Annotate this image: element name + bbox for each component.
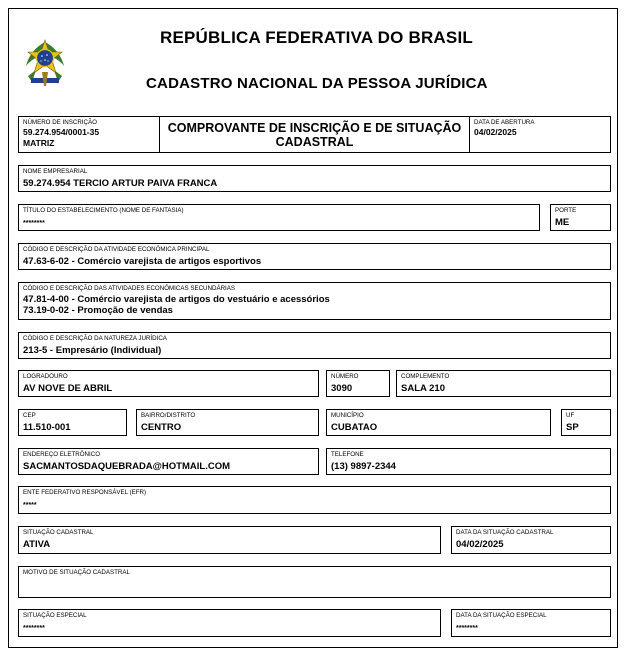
- atividades-secundarias-box: [18, 282, 611, 320]
- bairro-label: BAIRRO/DISTRITO: [141, 412, 196, 419]
- telefone-box: [326, 448, 611, 475]
- email-value: SACMANTOSDAQUEBRADA@HOTMAIL.COM: [23, 461, 230, 472]
- logradouro-value: AV NOVE DE ABRIL: [23, 383, 113, 394]
- municipio-label: MUNICÍPIO: [331, 412, 364, 419]
- comprovante-heading-line1: COMPROVANTE DE INSCRIÇÃO E DE SITUAÇÃO: [167, 121, 462, 135]
- nome-empresarial-value: 59.274.954 TERCIO ARTUR PAIVA FRANCA: [23, 178, 218, 189]
- telefone-value: (13) 9897-2344: [331, 461, 396, 472]
- data-situacao-box: [451, 526, 611, 554]
- situacao-especial-box: [18, 609, 441, 637]
- cep-box: [18, 409, 127, 436]
- situacao-especial-label: SITUAÇÃO ESPECIAL: [23, 612, 87, 619]
- uf-box: [561, 409, 611, 436]
- complemento-value: SALA 210: [401, 383, 445, 394]
- uf-value: SP: [566, 422, 579, 433]
- data-situacao-especial-value: ********: [456, 625, 478, 632]
- atividade-principal-value: 47.63-6-02 - Comércio varejista de artigos esportivos: [23, 256, 262, 267]
- atividade-principal-box: [18, 243, 611, 270]
- situacao-label: SITUAÇÃO CADASTRAL: [23, 529, 94, 536]
- uf-label: UF: [566, 412, 575, 419]
- telefone-label: TELEFONE: [331, 451, 364, 458]
- titulo-fantasia-box: [18, 204, 540, 231]
- data-situacao-especial-box: [451, 609, 611, 637]
- complemento-box: [396, 370, 611, 397]
- logradouro-label: LOGRADOURO: [23, 373, 68, 380]
- motivo-box: [18, 566, 611, 598]
- natureza-juridica-value: 213-5 - Empresário (Individual): [23, 345, 162, 356]
- numero-label: NÚMERO: [331, 373, 359, 380]
- atividades-secundarias-label: CÓDIGO E DESCRIÇÃO DAS ATIVIDADES ECONÔMICAS SECUNDÁRIAS: [23, 285, 236, 292]
- porte-box: [550, 204, 611, 231]
- inscricao-box: [18, 116, 160, 153]
- complemento-label: COMPLEMENTO: [401, 373, 450, 380]
- bairro-box: [136, 409, 319, 436]
- data-situacao-value: 04/02/2025: [456, 539, 504, 550]
- email-box: [18, 448, 319, 475]
- titulo-fantasia-value: ********: [23, 220, 45, 227]
- inscricao-type: MATRIZ: [23, 138, 55, 148]
- natureza-juridica-label: CÓDIGO E DESCRIÇÃO DA NATUREZA JURÍDICA: [23, 335, 167, 342]
- nome-empresarial-label: NOME EMPRESARIAL: [23, 168, 88, 175]
- natureza-juridica-box: [18, 332, 611, 359]
- efr-label: ENTE FEDERATIVO RESPONSÁVEL (EFR): [23, 489, 147, 496]
- numero-value: 3090: [331, 383, 353, 394]
- motivo-label: MOTIVO DE SITUAÇÃO CADASTRAL: [23, 569, 130, 576]
- data-situacao-label: DATA DA SITUAÇÃO CADASTRAL: [456, 529, 554, 536]
- efr-value: *****: [23, 502, 37, 509]
- municipio-box: [326, 409, 551, 436]
- document-title: REPÚBLICA FEDERATIVA DO BRASIL: [160, 28, 473, 47]
- comprovante-box: [159, 116, 470, 153]
- comprovante-heading-line2: CADASTRAL: [275, 135, 354, 149]
- abertura-label: DATA DE ABERTURA: [474, 119, 535, 126]
- abertura-box: [469, 116, 611, 153]
- atividade-secundaria-1: 47.81-4-00 - Comércio varejista de artigos do vestuário e acessórios: [23, 294, 330, 305]
- abertura-value: 04/02/2025: [474, 127, 517, 137]
- titulo-fantasia-label: TÍTULO DO ESTABELECIMENTO (NOME DE FANTASIA): [23, 207, 184, 214]
- data-situacao-especial-label: DATA DA SITUAÇÃO ESPECIAL: [456, 612, 547, 619]
- situacao-value: ATIVA: [23, 539, 51, 550]
- bairro-value: CENTRO: [141, 422, 182, 433]
- atividade-secundaria-2: 73.19-0-02 - Promoção de vendas: [23, 305, 173, 316]
- nome-empresarial-box: [18, 165, 611, 192]
- inscricao-number: 59.274.954/0001-35: [23, 127, 100, 137]
- email-label: ENDEREÇO ELETRÔNICO: [23, 451, 101, 458]
- municipio-value: CUBATAO: [331, 422, 378, 433]
- brazil-coat-of-arms-icon: [22, 36, 68, 90]
- inscricao-label: NÚMERO DE INSCRIÇÃO: [23, 119, 97, 126]
- situacao-box: [18, 526, 441, 554]
- situacao-especial-value: ********: [23, 625, 45, 632]
- porte-label: PORTE: [555, 207, 577, 214]
- cep-value: 11.510-001: [23, 422, 71, 433]
- efr-box: [18, 486, 611, 514]
- numero-box: [326, 370, 390, 397]
- atividade-principal-label: CÓDIGO E DESCRIÇÃO DA ATIVIDADE ECONÔMICA PRINCIPAL: [23, 246, 210, 253]
- porte-value: ME: [555, 217, 570, 228]
- document-subtitle: CADASTRO NACIONAL DA PESSOA JURÍDICA: [146, 75, 488, 92]
- cep-label: CEP: [23, 412, 36, 419]
- logradouro-box: [18, 370, 319, 397]
